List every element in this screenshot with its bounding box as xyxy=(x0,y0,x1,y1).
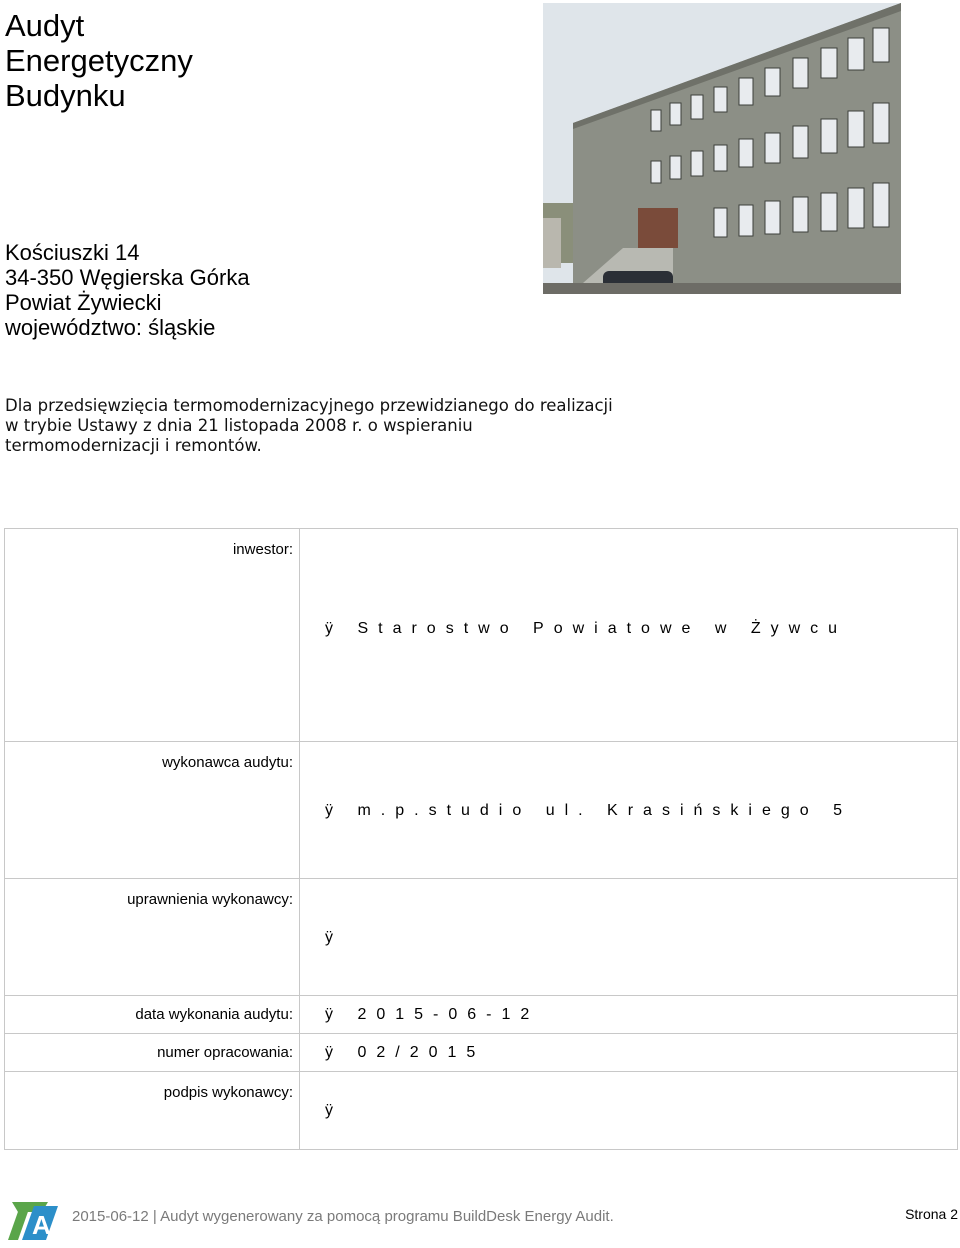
investor-label: inwestor: xyxy=(232,541,293,558)
building-photo xyxy=(543,3,901,294)
auditor-label-cell xyxy=(5,742,300,879)
permissions-value: ÿ xyxy=(325,929,343,946)
builddesk-logo-icon xyxy=(8,1200,60,1242)
auditor-label: wykonawca audytu: xyxy=(162,754,293,771)
number-value-cell xyxy=(300,1034,958,1072)
number-label-cell xyxy=(5,1034,300,1072)
date-row xyxy=(5,996,958,1034)
auditor-value-cell xyxy=(300,742,958,879)
date-value-cell xyxy=(300,996,958,1034)
signature-row xyxy=(5,1072,958,1150)
address-voivodeship: województwo: śląskie xyxy=(5,315,216,341)
signature-value: ÿ xyxy=(325,1102,343,1119)
footer-text xyxy=(72,1208,614,1225)
page-number: Strona 2 xyxy=(905,1206,958,1222)
address-block xyxy=(5,240,250,340)
signature-label-cell xyxy=(5,1072,300,1150)
page-footer xyxy=(0,1196,960,1246)
permissions-row xyxy=(5,879,958,996)
date-label: data wykonania audytu: xyxy=(135,1006,293,1023)
signature-value-cell xyxy=(300,1072,958,1150)
permissions-label: uprawnienia wykonawcy: xyxy=(127,891,293,908)
number-row xyxy=(5,1034,958,1072)
footer-separator: | xyxy=(152,1208,157,1225)
number-value: ÿ 02/2015 xyxy=(325,1043,486,1061)
permissions-label-cell xyxy=(5,879,300,996)
auditor-value: ÿ m.p.studio ul. Krasińskiego 5 xyxy=(325,802,852,819)
address-postal-city: 34-350 Węgierska Górka xyxy=(5,265,250,291)
permissions-value-cell xyxy=(300,879,958,996)
investor-value-cell xyxy=(300,529,958,742)
address-county: Powiat Żywiecki xyxy=(5,290,162,316)
address-street: Kościuszki 14 xyxy=(5,240,140,265)
footer-date: 2015-06-12 xyxy=(72,1208,149,1225)
title-line-1: Audyt xyxy=(5,8,85,43)
investor-value: ÿ Starostwo Powiatowe w Żywcu xyxy=(325,620,848,637)
footer-description: Audyt wygenerowany za pomocą programu BuildDesk Energy Audit. xyxy=(160,1208,614,1225)
investor-label-cell xyxy=(5,529,300,742)
date-value: ÿ 2015-06-12 xyxy=(325,1005,540,1023)
intro-paragraph: Dla przedsięwzięcia termomodernizacyjnego przewidzianego do realizacji w trybie Ustawy z dnia 21 listopada 2008 r. o wspieraniu termomodernizacji i remontów. xyxy=(5,396,613,456)
document-title xyxy=(5,8,335,113)
title-line-2: Energetyczny xyxy=(5,43,193,79)
investor-row xyxy=(5,529,958,742)
signature-label: podpis wykonawcy: xyxy=(163,1084,293,1101)
details-table xyxy=(4,528,958,1150)
auditor-row xyxy=(5,742,958,879)
number-label: numer opracowania: xyxy=(157,1044,293,1061)
title-line-3: Budynku xyxy=(5,78,126,114)
date-label-cell xyxy=(5,996,300,1034)
svg-text:A: A xyxy=(32,1210,51,1240)
